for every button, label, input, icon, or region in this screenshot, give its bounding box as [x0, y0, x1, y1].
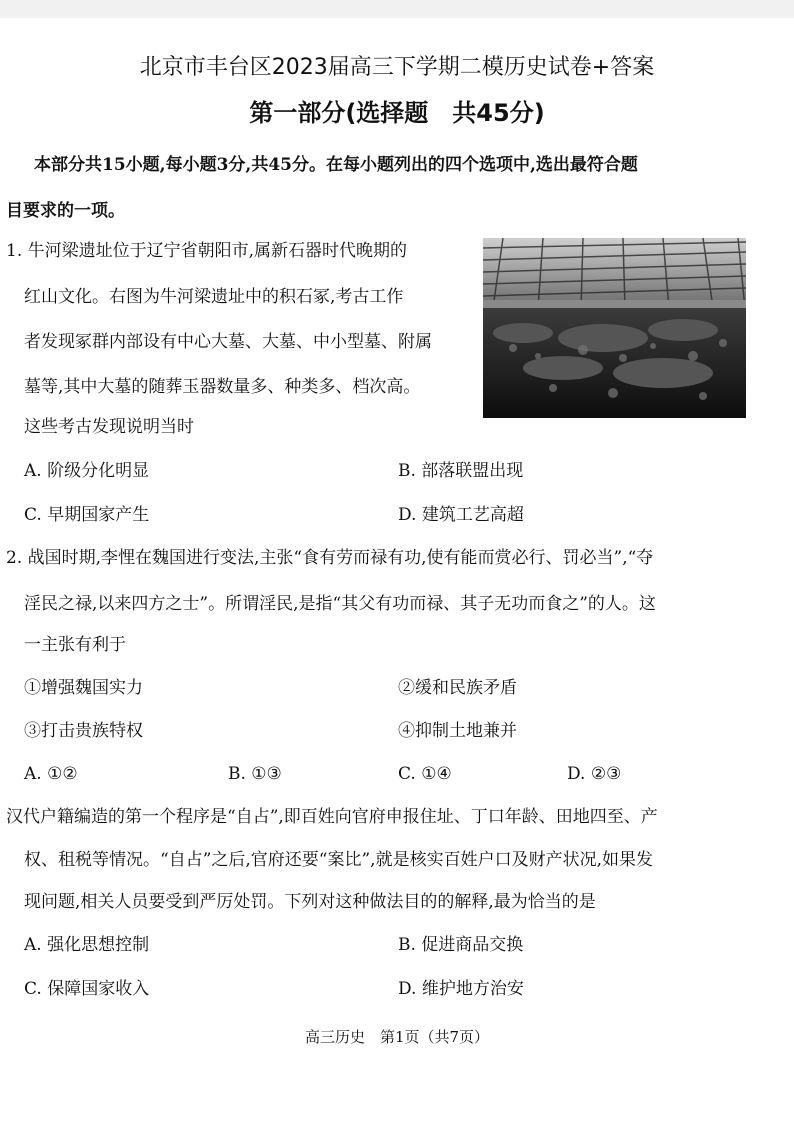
stone-mound-photo-illustration [483, 238, 746, 418]
q3-option-d[interactable]: D. 维护地方治安 [398, 979, 524, 999]
q1-line-4: 墓等,其中大墓的随葬玉器数量多、种类多、档次高。 [24, 377, 421, 397]
q2-option-a[interactable]: A. ①② [24, 764, 78, 784]
q2-option-b[interactable]: B. ①③ [228, 764, 282, 784]
q3-option-b[interactable]: B. 促进商品交换 [398, 935, 524, 955]
q2-item-4: ④抑制土地兼并 [398, 721, 517, 741]
q3-option-a[interactable]: A. 强化思想控制 [24, 935, 150, 955]
q1-option-a[interactable]: A. 阶级分化明显 [24, 461, 150, 481]
q2-line-3: 一主张有利于 [24, 635, 126, 655]
q3-line-1: 汉代户籍编造的第一个程序是“自占”,即百姓向官府申报住址、丁口年龄、田地四至、产 [6, 807, 658, 827]
q1-line-5: 这些考古发现说明当时 [24, 417, 194, 437]
q3-line-3: 现问题,相关人员要受到严厉处罚。下列对这种做法目的的解释,最为恰当的是 [24, 892, 596, 912]
q3-line-2: 权、租税等情况。“自占”之后,官府还要“案比”,就是核实百姓户口及财产状况,如果发 [24, 850, 653, 870]
q2-item-3: ③打击贵族特权 [24, 721, 143, 741]
q3-option-c[interactable]: C. 保障国家收入 [24, 979, 150, 999]
q1-option-b[interactable]: B. 部落联盟出现 [398, 461, 524, 481]
scan-top-band [0, 0, 794, 18]
q1-line-3: 者发现冢群内部设有中心大墓、大墓、中小型墓、附属 [24, 332, 432, 352]
q2-option-c[interactable]: C. ①④ [398, 764, 452, 784]
q2-option-d[interactable]: D. ②③ [567, 764, 622, 784]
q2-item-2: ②缓和民族矛盾 [398, 678, 517, 698]
q1-option-d[interactable]: D. 建筑工艺高超 [398, 505, 524, 525]
page-title: 北京市丰台区2023届高三下学期二模历史试卷+答案 [139, 55, 655, 80]
q2-line-2: 淫民之禄,以来四方之士”。所谓淫民,是指“其父有功而禄、其子无功而食之”的人。这 [24, 594, 656, 614]
q2-item-1: ①增强魏国实力 [24, 678, 143, 698]
q1-line-2: 红山文化。右图为牛河梁遗址中的积石冢,考古工作 [24, 287, 404, 307]
section-title: 第一部分(选择题 共45分) [249, 99, 545, 127]
instructions-line-2: 目要求的一项。 [6, 201, 125, 221]
q1-line-1: 1. 牛河梁遗址位于辽宁省朝阳市,属新石器时代晚期的 [6, 241, 408, 261]
instructions-line-1: 本部分共15小题,每小题3分,共45分。在每小题列出的四个选项中,选出最符合题 [34, 155, 638, 175]
page-footer: 高三历史 第1页（共7页） [304, 1028, 490, 1046]
q2-line-1: 2. 战国时期,李悝在魏国进行变法,主张“食有劳而禄有功,使有能而赏必行、罚必当”,“夺 [6, 548, 654, 568]
archaeological-site-photo [483, 238, 746, 418]
q1-option-c[interactable]: C. 早期国家产生 [24, 505, 150, 525]
